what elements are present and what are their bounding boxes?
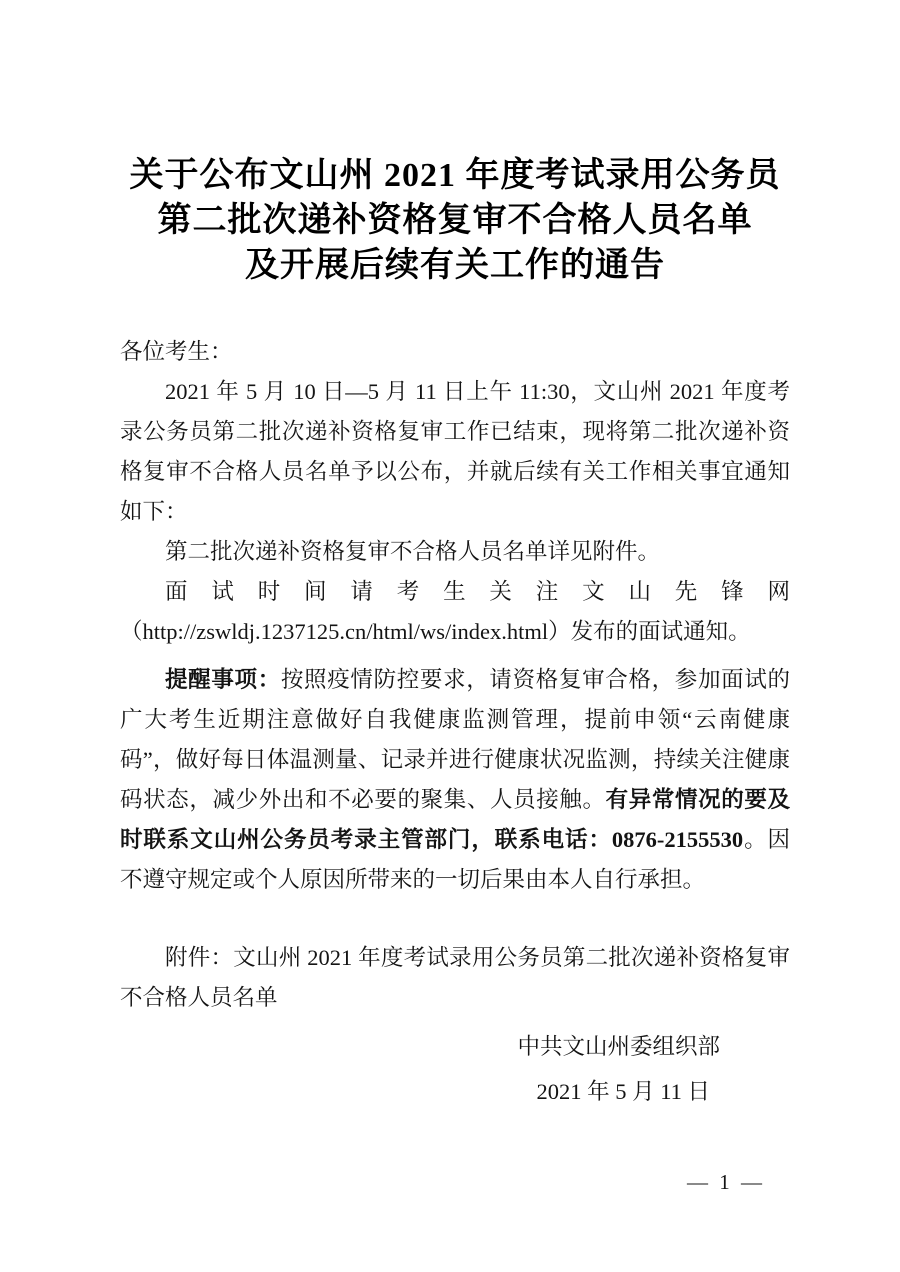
signature-date: 2021 年 5 月 11 日 <box>536 1079 710 1104</box>
paragraph-reminder <box>120 660 790 900</box>
page-number: — 1 — <box>687 1170 765 1194</box>
reminder-text-normal-2: 。因不遵守规定或个人原因所带来的一切后果由本人自行承担。 <box>120 827 790 892</box>
reminder-text-normal-1: 按照疫情防控要求，请资格复审合格，参加面试的广大考生近期注意做好自我健康监测管理，提前申领“云南健康码”，做好每日体温测量、记录并进行健康状况监测，持续关注健康码状态，减少外出和不必要的聚集、人员接触。 <box>120 667 790 812</box>
paragraph-attachment: 附件：文山州 2021 年度考试录用公务员第二批次递补资格复审不合格人员名单 <box>120 945 790 1010</box>
salutation: 各位考生： <box>120 339 233 364</box>
paragraph-interview-notice: 面试时间请考生关注文山先锋网（http://zswldj.1237125.cn/html/ws/index.html）发布的面试通知。 <box>120 579 790 644</box>
reminder-contact-bold: 有异常情况的要及时联系文山州公务员考录主管部门，联系电话：0876-2155530 <box>120 787 790 852</box>
paragraph-review-result: 2021 年 5 月 10 日—5 月 11 日上午 11:30，文山州 2021 年度考录公务员第二批次递补资格复审工作已结束，现将第二批次递补资格复审不合格人员名单予以公布，并就后续有关工作相关事宜通知如下： <box>120 379 790 524</box>
signature-organization: 中共文山州委组织部 <box>517 1034 720 1059</box>
title-line-3: 及开展后续有关工作的通告 <box>245 247 665 284</box>
reminder-label: 提醒事项： <box>165 667 281 692</box>
title-line-1: 关于公布文山州 2021 年度考试录用公务员 <box>129 157 781 194</box>
document-body <box>120 332 790 1114</box>
signature-block <box>120 1024 790 1114</box>
title-line-2: 第二批次递补资格复审不合格人员名单 <box>157 202 753 239</box>
document-title <box>120 153 790 288</box>
paragraph-attachment-note: 第二批次递补资格复审不合格人员名单详见附件。 <box>165 539 661 564</box>
